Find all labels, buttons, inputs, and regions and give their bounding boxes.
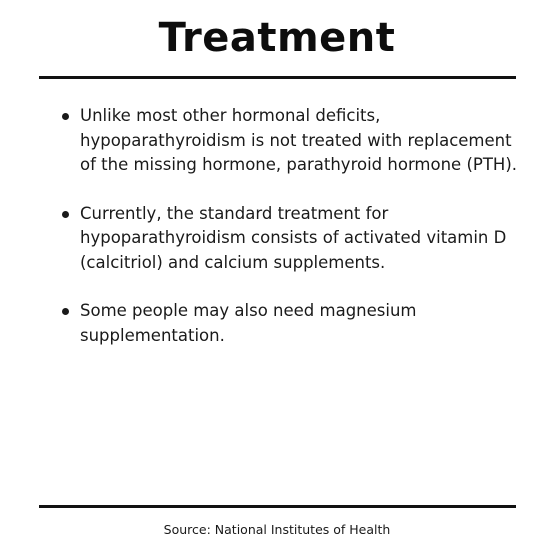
list-item — [59, 104, 519, 178]
bottom-divider — [39, 505, 516, 508]
source-caption: Source: National Institutes of Health — [163, 522, 391, 537]
top-divider — [39, 76, 516, 79]
bullet-text: Currently, the standard treatment for hypoparathyroidism consists of activated vitamin D (calcitriol) and calcium supplements. — [80, 203, 507, 272]
bullet-text: Unlike most other hormonal deficits, hypoparathyroidism is not treated with replacement of the missing hormone, parathyroid hormone (PTH). — [80, 106, 518, 174]
list-item — [59, 299, 519, 348]
bullet-text: Some people may also need magnesium supplementation. — [80, 301, 417, 345]
bullet-dot-icon — [62, 308, 69, 315]
bullet-dot-icon — [62, 211, 69, 218]
bullet-list — [59, 104, 519, 372]
page-title: Treatment — [158, 15, 396, 61]
list-item — [59, 202, 519, 276]
bullet-dot-icon — [62, 113, 69, 120]
